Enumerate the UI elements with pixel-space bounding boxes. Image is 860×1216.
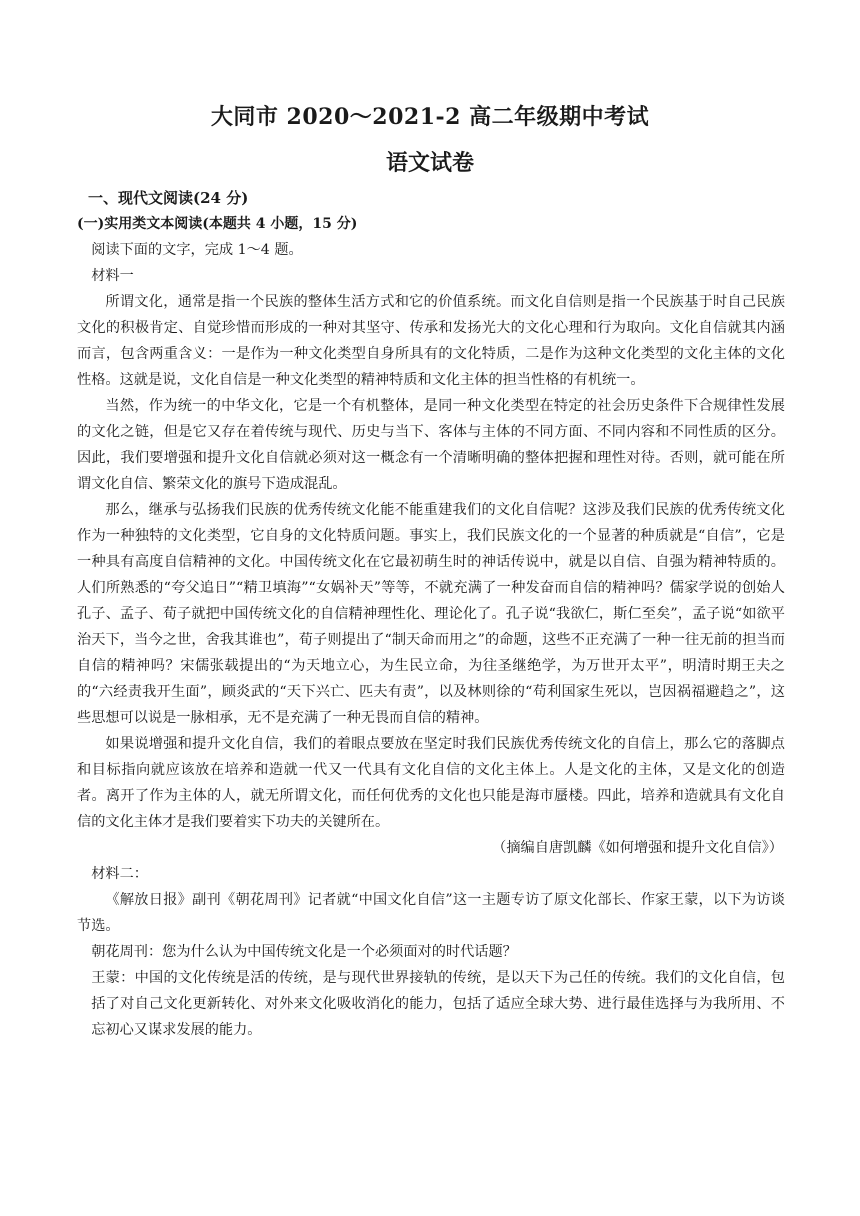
material-1-paragraph: 当然，作为统一的中华文化，它是一个有机整体，是同一种文化类型在特定的社会历史条件下合规律性发展的文化之链，但是它又存在着传统与现代、历史与当下、客体与主体的不同方面、不同内容和不同性质的区分。因此，我们要增强和提升文化自信就必须对这一概念有一个清晰明确的整体把握和理性对待。否则，就可能在所谓文化自信、繁荣文化的旗号下造成混乱。 bbox=[77, 398, 785, 492]
material-2-paragraph: 《解放日报》副刊《朝花周刊》记者就“中国文化自信”这一主题专访了原文化部长、作家王蒙，以下为访谈节选。 bbox=[77, 892, 785, 934]
exam-subtitle: 语文试卷 bbox=[385, 150, 474, 176]
exam-title: 大同市 2020～2021-2 高二年级期中考试 bbox=[210, 104, 650, 130]
exam-content bbox=[77, 185, 785, 1043]
section-heading: 一、现代文阅读(24 分) bbox=[88, 189, 249, 207]
material-1-paragraph: 那么，继承与弘扬我们民族的优秀传统文化能不能重建我们的文化自信呢？这涉及我们民族的优秀传统文化作为一种独特的文化类型，它自身的文化特质问题。事实上，我们民族文化的一个显著的种质就是“自信”，它是一种具有高度自信精神的文化。中国传统文化在它最初萌生时的神话传说中，就是以自信、自强为精神特质的。人们所熟悉的“夸父追日”“精卫填海”“女娲补天”等等，不就充满了一种发奋而自信的精神吗？儒家学说的创始人孔子、孟子、荀子就把中国传统文化的自信精神理性化、理论化了。孔子说“我欲仁，斯仁至矣”，孟子说“如欲平治天下，当今之世，舍我其谁也”，荀子则提出了“制天命而用之”的命题，这些不正充满了一种一往无前的担当而自信的精神吗？宋儒张载提出的“为天地立心，为生民立命，为往圣继绝学，为万世开太平”，明清时期王夫之的“六经责我开生面”，顾炎武的“天下兴亡、匹夫有责”，以及林则徐的“苟利国家生死以，岂因祸福避趋之”，这些思想可以说是一脉相承，无不是充满了一种无畏而自信的精神。 bbox=[77, 502, 785, 726]
material-1-paragraph: 所谓文化，通常是指一个民族的整体生活方式和它的价值系统。而文化自信则是指一个民族基于时自己民族文化的积极肯定、自觉珍惜而形成的一种对其坚守、传承和发扬光大的文化心理和行为取向。文化自信就其内涵而言，包含两重含义：一是作为一种文化类型自身所具有的文化特质，二是作为这种文化类型的文化主体的文化性格。这就是说，文化自信是一种文化类型的精神特质和文化主体的担当性格的有机统一。 bbox=[77, 294, 785, 388]
material-2-question: 朝花周刊：您为什么认为中国传统文化是一个必须面对的时代话题？ bbox=[91, 944, 517, 960]
material-2-answer: 王蒙：中国的文化传统是活的传统，是与现代世界接轨的传统，是以天下为己任的传统。我们的文化自信，包括了对自己文化更新转化、对外来文化吸收消化的能力，包括了适应全球大势、进行最佳选择与为我所用、不忘初心又谋求发展的能力。 bbox=[91, 970, 785, 1038]
material-2-label: 材料二： bbox=[91, 866, 148, 882]
material-1-label: 材料一 bbox=[91, 268, 134, 284]
subsection-heading: (一)实用类文本阅读(本题共 4 小题，15 分) bbox=[77, 216, 358, 232]
material-1-source: （摘编自唐凯麟《如何增强和提升文化自信》） bbox=[492, 840, 783, 856]
material-1-paragraph: 如果说增强和提升文化自信，我们的着眼点要放在坚定时我们民族优秀传统文化的自信上，那么它的落脚点和目标指向就应该放在培养和造就一代又一代具有文化自信的文化主体上。人是文化的主体，又是文化的创造者。离开了作为主体的人，就无所谓文化，而任何优秀的文化也只能是海市蜃楼。四此，培养和造就具有文化自信的文化主体才是我们要着实下功夫的关键所在。 bbox=[77, 736, 785, 830]
instruction-text: 阅读下面的文字，完成 1～4 题。 bbox=[91, 242, 303, 258]
